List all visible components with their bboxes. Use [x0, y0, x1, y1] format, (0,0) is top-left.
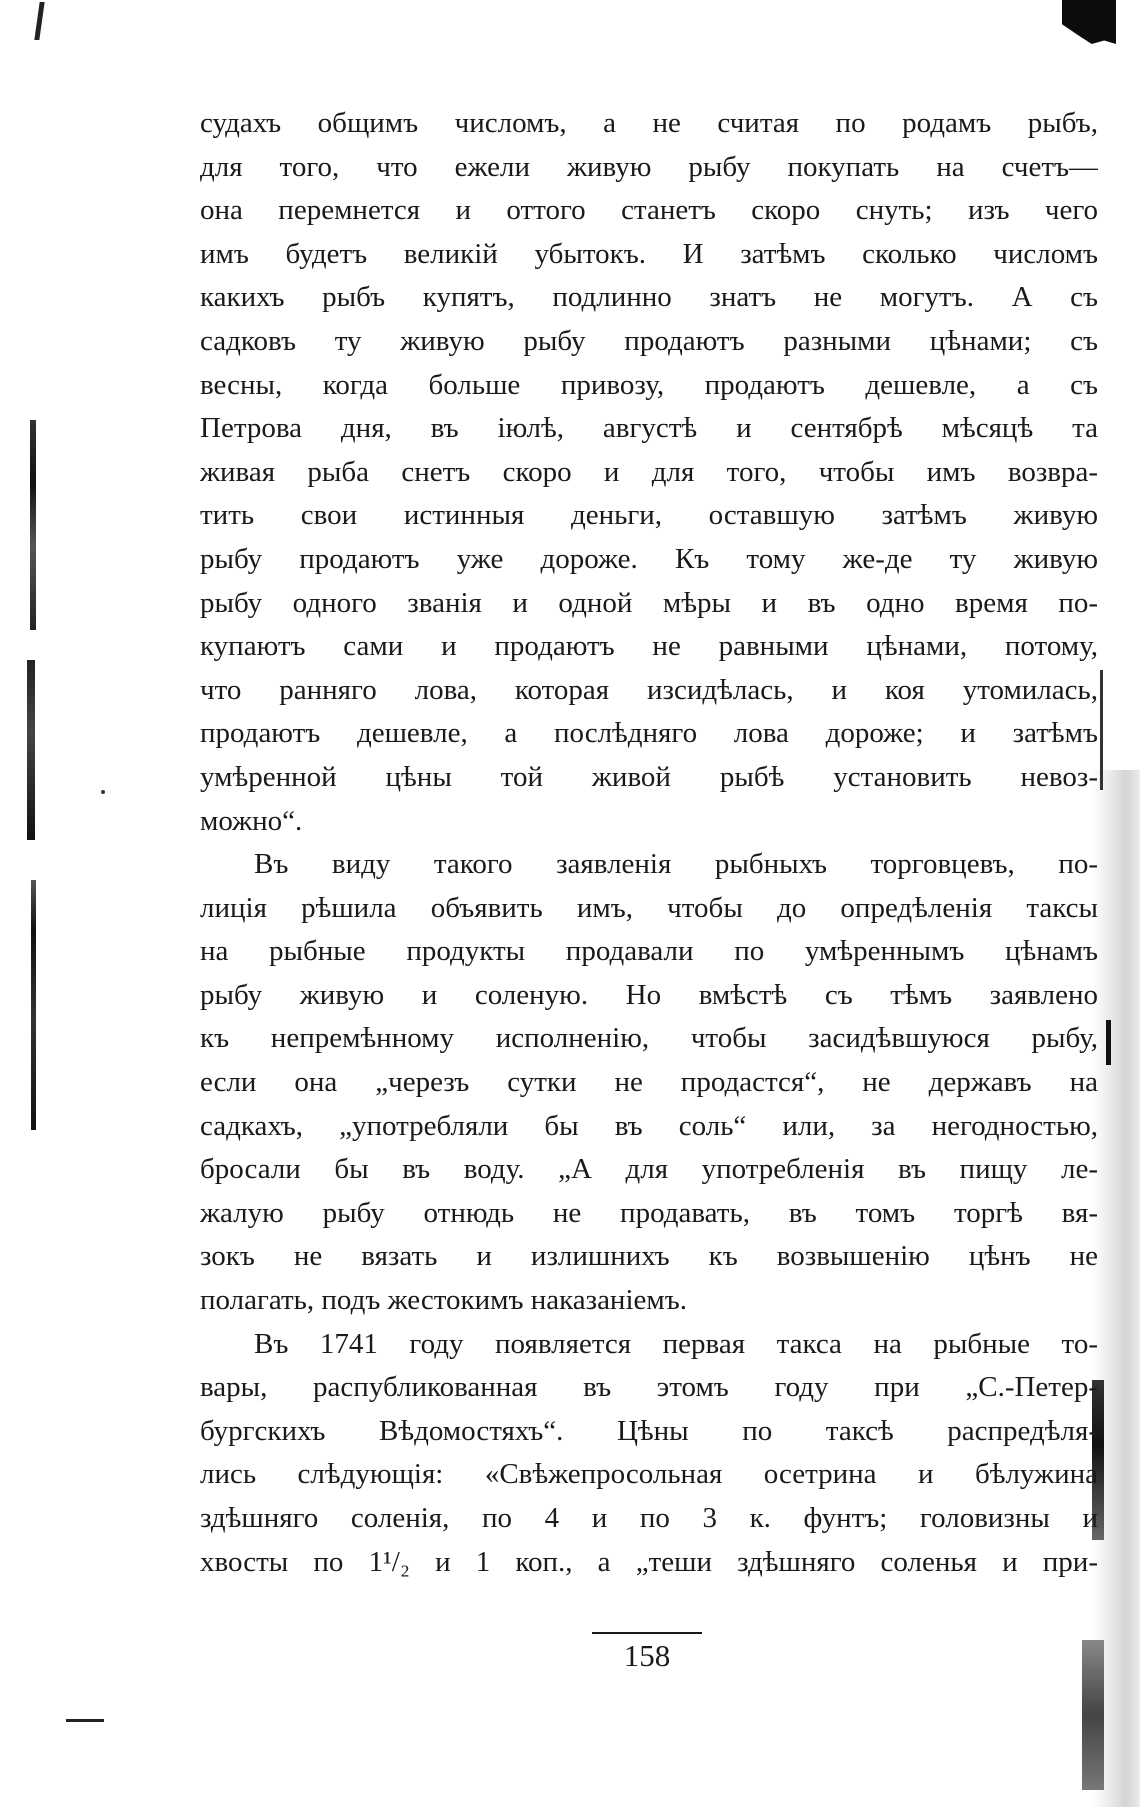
text-line: какихъ рыбъ купятъ, подлинно знатъ не могутъ. А съ — [200, 281, 1098, 314]
text-line: она перемнется и оттого станетъ скоро снуть; изъ чего — [200, 194, 1098, 227]
text-line: здѣшняго соленія, по 4 и по 3 к. фунтъ; головизны и — [200, 1502, 1098, 1534]
text-line: хвосты по 1¹/₂ и 1 коп., а „теши здѣшняго соленья и при- — [200, 1545, 1098, 1578]
text-line: рыбу живую и соленую. Но вмѣстѣ съ тѣмъ заявлено — [200, 978, 1098, 1011]
text-line: рыбу одного званія и одной мѣры и въ одно время по- — [200, 586, 1098, 619]
text-line: Въ 1741 году появляется первая такса на рыбные то- — [254, 1327, 1098, 1360]
text-line: имъ будетъ великій убытокъ. И затѣмъ сколько числомъ — [200, 237, 1098, 270]
text-line: рыбу продаютъ уже дороже. Къ тому же-де ту живую — [200, 542, 1098, 575]
text-line: жалую рыбу отнюдь не продавать, въ томъ торгѣ вя- — [200, 1196, 1098, 1229]
text-line: если она „черезъ сутки не продастся“, не державъ на — [200, 1066, 1098, 1099]
text-line: что ранняго лова, которая изсидѣлась, и коя утомилась, — [200, 673, 1098, 706]
text-line: вары, распубликованная въ этомъ году при „С.-Петер- — [200, 1371, 1098, 1404]
text-line: бросали бы въ воду. „А для употребленія въ пищу ле- — [200, 1153, 1098, 1186]
page-number-rule — [592, 1632, 702, 1634]
text-line: тить свои истинныя деньги, оставшую затѣмъ живую — [200, 499, 1098, 532]
scan-blot — [1062, 0, 1116, 44]
scan-edge-right — [1100, 670, 1103, 790]
text-line: къ непремѣнному исполненію, чтобы засидѣвшуюся рыбу, — [200, 1022, 1098, 1055]
text-line: на рыбные продукты продавали по умѣреннымъ цѣнамъ — [200, 935, 1098, 968]
text-line: садкахъ, „употребляли бы въ соль“ или, за негодностью, — [200, 1109, 1098, 1142]
text-line: живая рыба снетъ скоро и для того, чтобы имъ возвра- — [200, 455, 1098, 488]
scan-edge-right — [1106, 1020, 1111, 1065]
body-text — [200, 102, 1098, 1584]
scan-mark — [66, 1719, 104, 1722]
text-line: полагать, подъ жестокимъ наказаніемъ. — [200, 1284, 687, 1317]
scan-edge-left — [27, 660, 35, 840]
text-line: Въ виду такого заявленія рыбныхъ торговцевъ, по- — [254, 848, 1098, 881]
text-line: для того, что ежели живую рыбу покупать на счетъ— — [200, 150, 1098, 183]
text-line: лиція рѣшила объявить имъ, чтобы до опредѣленія таксы — [200, 891, 1098, 924]
text-line: зокъ не вязать и излишнихъ къ возвышенію цѣнъ не — [200, 1240, 1098, 1273]
text-line: бургскихъ Вѣдомостяхъ“. Цѣны по таксѣ распредѣля- — [200, 1414, 1098, 1447]
scan-mark — [34, 2, 44, 40]
scan-edge-left — [31, 880, 36, 1130]
text-line: продаютъ дешевле, а послѣдняго лова дороже; и затѣмъ — [200, 717, 1098, 750]
text-line: весны, когда больше привозу, продаютъ дешевле, а съ — [200, 368, 1098, 401]
scan-edge-right — [1082, 1640, 1104, 1790]
text-line: садковъ ту живую рыбу продаютъ разными цѣнами; съ — [200, 324, 1098, 357]
text-line: можно“. — [200, 804, 303, 837]
page-number: 158 — [623, 1638, 671, 1673]
text-line: купаютъ сами и продаютъ не равными цѣнами, потому, — [200, 630, 1098, 663]
text-line: лись слѣдующія: «Свѣжепросольная осетрина и бѣлужина — [200, 1458, 1098, 1491]
text-line: умѣренной цѣны той живой рыбѣ установить невоз- — [200, 760, 1098, 793]
scan-mark — [101, 790, 105, 794]
scan-edge-left — [30, 420, 36, 630]
text-line: Петрова дня, въ іюлѣ, августѣ и сентябрѣ мѣсяцѣ та — [200, 412, 1098, 445]
text-line: судахъ общимъ числомъ, а не считая по родамъ рыбъ, — [200, 107, 1098, 139]
